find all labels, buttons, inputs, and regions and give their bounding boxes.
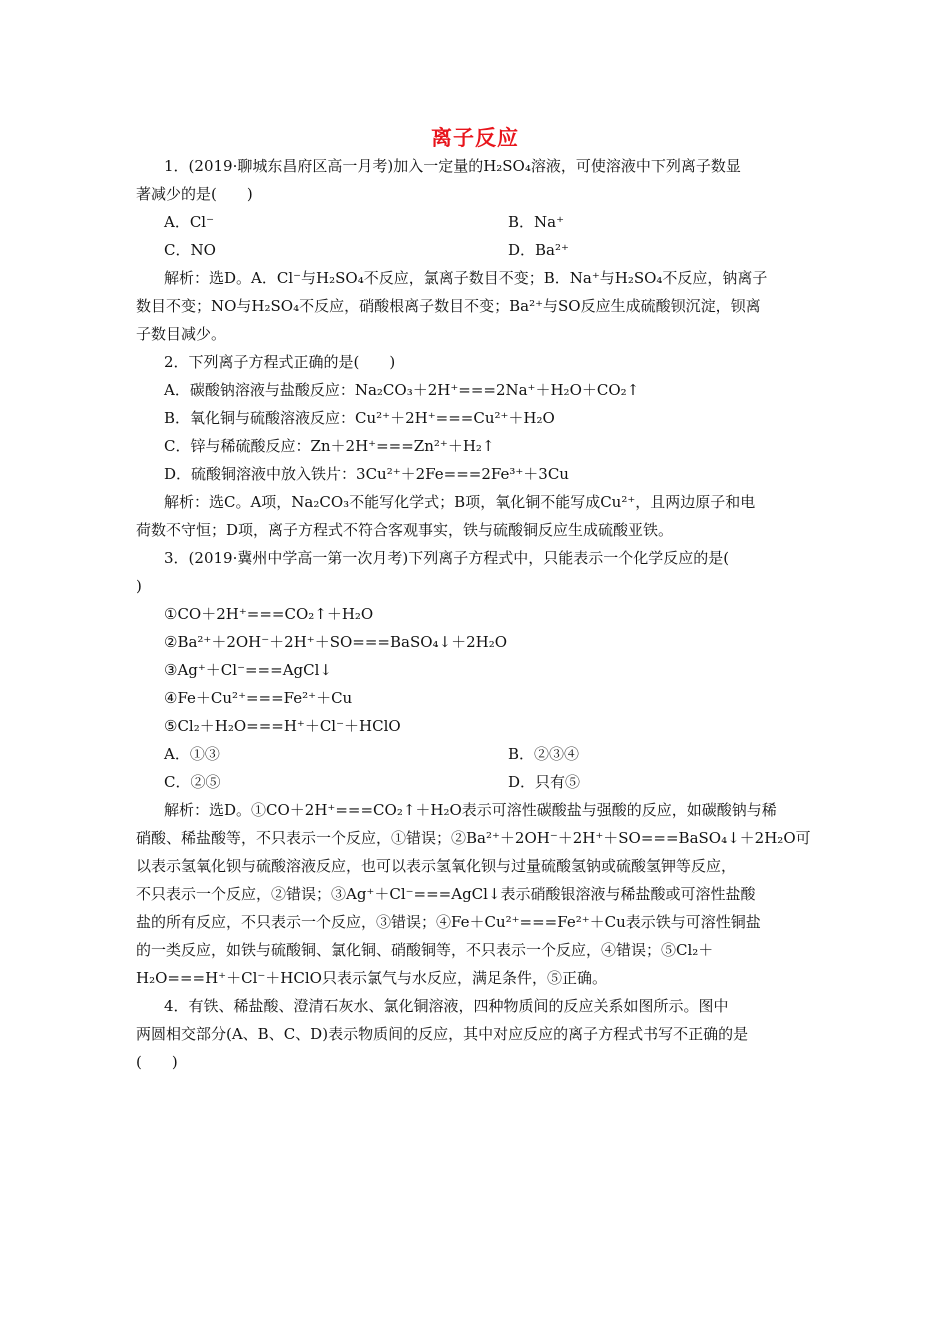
q3-answer-line-7: H₂O===H⁺＋Cl⁻＋HClO只表示氯气与水反应，满足条件，⑤正确。	[136, 969, 607, 987]
q3-answer-line-4: 不只表示一个反应，②错误；③Ag⁺＋Cl⁻===AgCl↓表示硝酸银溶液与稀盐酸或可溶性盐酸	[136, 885, 756, 903]
q3-equation-2: ②Ba²⁺＋2OH⁻＋2H⁺＋SO===BaSO₄↓＋2H₂O	[164, 633, 508, 651]
q1-option-a: A．Cl⁻	[164, 213, 215, 231]
q3-stem-line-2: )	[136, 577, 142, 595]
q3-equation-3: ③Ag⁺＋Cl⁻===AgCl↓	[164, 661, 332, 679]
q3-answer-line-6: 的一类反应，如铁与硫酸铜、氯化铜、硝酸铜等，不只表示一个反应，④错误；⑤Cl₂＋	[136, 941, 714, 959]
page-title: 离子反应	[431, 125, 519, 150]
q4-stem-line-3: ( )	[136, 1053, 178, 1071]
q3-answer-line-2: 硝酸、稀盐酸等，不只表示一个反应，①错误；②Ba²⁺＋2OH⁻＋2H⁺＋SO===BaSO₄↓＋2H₂O可	[136, 829, 811, 847]
q3-equation-1: ①CO＋2H⁺===CO₂↑＋H₂O	[164, 605, 374, 623]
q3-option-d: D．只有⑤	[508, 773, 581, 791]
q2-option-b: B．氧化铜与硫酸溶液反应：Cu²⁺＋2H⁺===Cu²⁺＋H₂O	[164, 409, 555, 427]
q2-answer-line-1: 解析：选C。A项，Na₂CO₃不能写化学式；B项，氧化铜不能写成Cu²⁺，且两边原子和电	[164, 493, 756, 511]
q2-option-d: D．硫酸铜溶液中放入铁片：3Cu²⁺＋2Fe===2Fe³⁺＋3Cu	[164, 465, 569, 483]
q1-answer-line-3: 子数目减少。	[136, 325, 227, 343]
q4-stem-line-2: 两圆相交部分(A、B、C、D)表示物质间的反应，其中对应反应的离子方程式书写不正确的是	[136, 1025, 749, 1043]
q4-stem-line-1: 4．有铁、稀盐酸、澄清石灰水、氯化铜溶液，四种物质间的反应关系如图所示。图中	[164, 997, 729, 1015]
q1-answer-line-1: 解析：选D。A．Cl⁻与H₂SO₄不反应，氯离子数目不变；B．Na⁺与H₂SO₄不反应，钠离子	[164, 269, 768, 287]
q3-answer-line-3: 以表示氢氧化钡与硫酸溶液反应，也可以表示氢氧化钡与过量硫酸氢钠或硫酸氢钾等反应，	[136, 857, 737, 875]
q3-option-a: A．①③	[164, 745, 220, 763]
q3-equation-4: ④Fe＋Cu²⁺===Fe²⁺＋Cu	[164, 689, 353, 707]
q3-answer-line-1: 解析：选D。①CO＋2H⁺===CO₂↑＋H₂O表示可溶性碳酸盐与强酸的反应，如碳酸钠与稀	[164, 801, 777, 819]
q1-stem-line-1: 1．(2019·聊城东昌府区高一月考)加入一定量的H₂SO₄溶液，可使溶液中下列离子数显	[164, 157, 741, 175]
q1-option-b: B．Na⁺	[508, 213, 565, 231]
q1-option-c: C．NO	[164, 241, 216, 259]
q2-option-a: A．碳酸钠溶液与盐酸反应：Na₂CO₃＋2H⁺===2Na⁺＋H₂O＋CO₂↑	[164, 381, 640, 399]
q3-option-c: C．②⑤	[164, 773, 221, 791]
q1-option-d: D．Ba²⁺	[508, 241, 569, 259]
q3-stem-line-1: 3．(2019·冀州中学高一第一次月考)下列离子方程式中，只能表示一个化学反应的是(	[164, 549, 730, 567]
q1-answer-line-2: 数目不变；NO与H₂SO₄不反应，硝酸根离子数目不变；Ba²⁺与SO反应生成硫酸钡沉淀，钡离	[136, 297, 761, 315]
q3-option-b: B．②③④	[508, 745, 580, 763]
q3-answer-line-5: 盐的所有反应，不只表示一个反应，③错误；④Fe＋Cu²⁺===Fe²⁺＋Cu表示铁与可溶性铜盐	[136, 913, 761, 931]
q3-equation-5: ⑤Cl₂＋H₂O===H⁺＋Cl⁻＋HClO	[164, 717, 401, 735]
q2-answer-line-2: 荷数不守恒；D项，离子方程式不符合客观事实，铁与硫酸铜反应生成硫酸亚铁。	[136, 521, 674, 539]
q1-stem-line-2: 著减少的是( )	[136, 185, 253, 203]
q2-option-c: C．锌与稀硫酸反应：Zn＋2H⁺===Zn²⁺＋H₂↑	[164, 437, 495, 455]
q2-stem: 2．下列离子方程式正确的是( )	[164, 353, 396, 371]
